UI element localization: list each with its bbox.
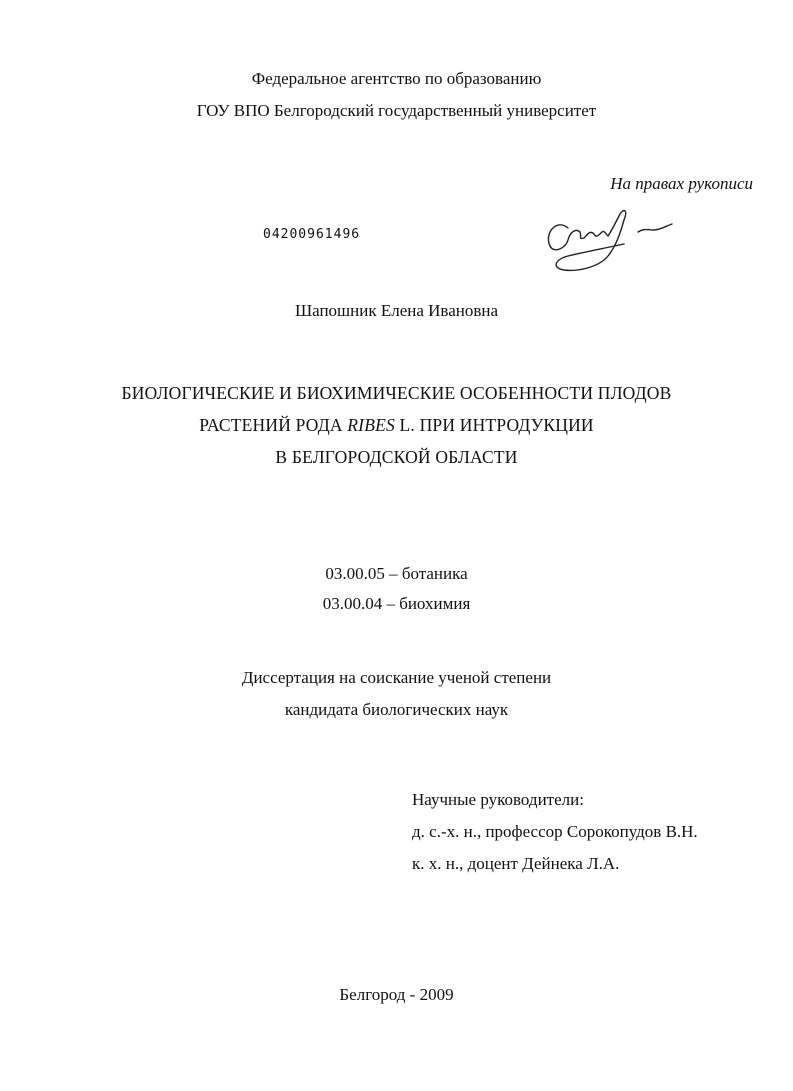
library-number: 04200961496 [263, 227, 361, 242]
specialty-biochemistry: 03.00.04 – биохимия [322, 594, 471, 613]
footer-city-year: Белгород - 2009 [339, 985, 454, 1004]
title-line-2 [0, 415, 793, 435]
title-line-2-start: РАСТЕНИЙ РОДА [199, 415, 348, 435]
genus-name: RIBES [347, 415, 395, 435]
title-line-1: БИОЛОГИЧЕСКИЕ И БИОХИМИЧЕСКИЕ ОСОБЕННОСТИ ПЛОДОВ [121, 383, 672, 403]
supervisors-heading: Научные руководители: [412, 790, 584, 809]
supervisor-2: к. х. н., доцент Дейнека Л.А. [412, 854, 620, 873]
title-line-2-end: L. ПРИ ИНТРОДУКЦИИ [394, 415, 594, 435]
signature-icon [540, 200, 675, 275]
title-line-3: В БЕЛГОРОДСКОЙ ОБЛАСТИ [275, 447, 518, 467]
supervisor-1: д. с.-х. н., профессор Сорокопудов В.Н. [412, 822, 698, 841]
author-name: Шапошник Елена Ивановна [294, 301, 499, 320]
specialty-botany: 03.00.05 – ботаника [325, 564, 468, 583]
agency-name: Федеральное агентство по образованию [251, 69, 542, 88]
degree-line-2: кандидата биологических наук [284, 700, 509, 719]
degree-line-1: Диссертация на соискание ученой степени [241, 668, 552, 687]
manuscript-note: На правах рукописи [610, 174, 753, 193]
university-name: ГОУ ВПО Белгородский государственный университет [196, 101, 597, 120]
